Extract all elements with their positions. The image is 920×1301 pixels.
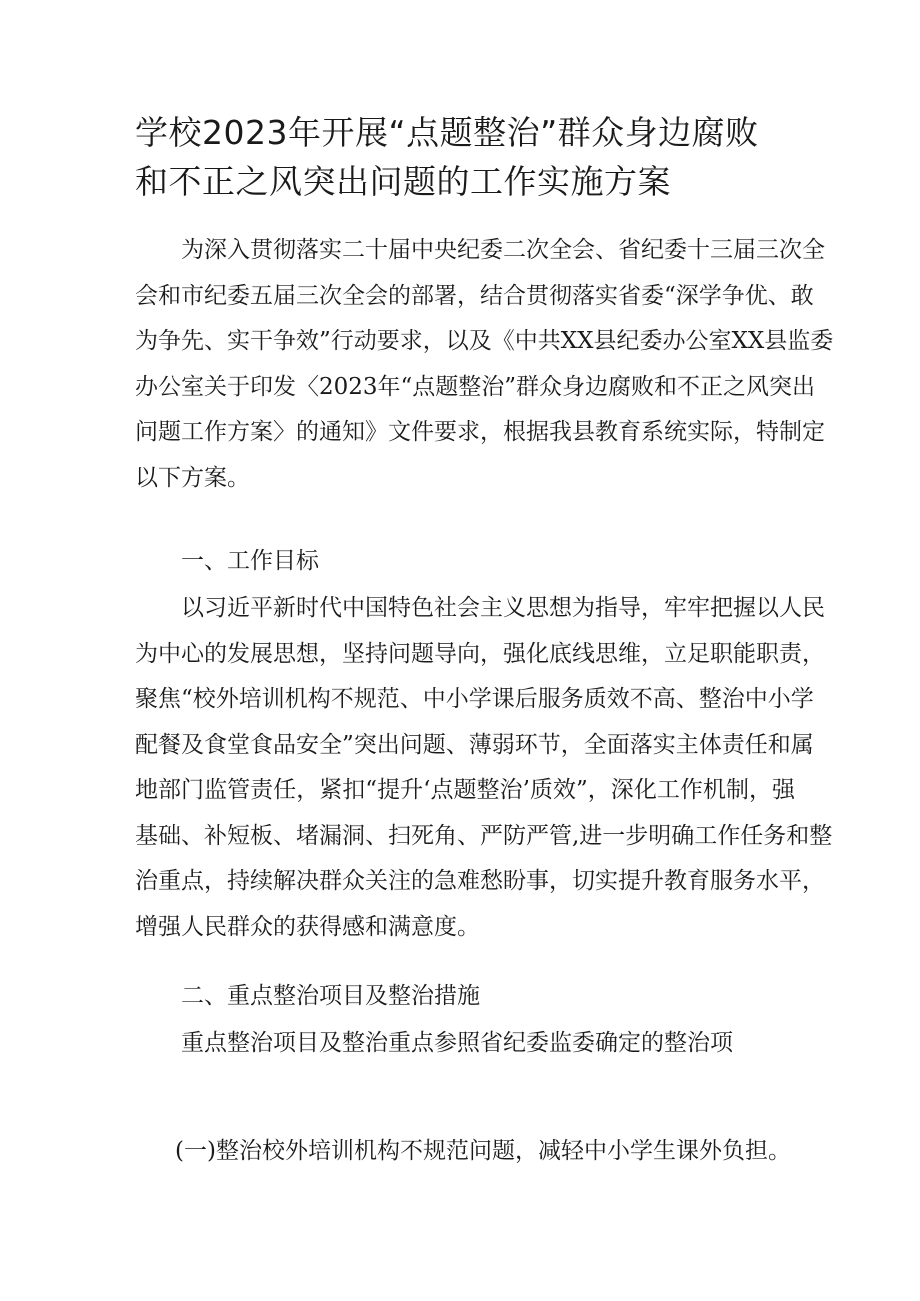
body-line: 以习近平新时代中国特色社会主义思想为指导，牢牢把握以人民 [181, 595, 825, 621]
intro-paragraph [135, 228, 834, 501]
intro-line: 为深入贯彻落实二十届中央纪委二次全会、省纪委十三届三次全 [181, 237, 825, 263]
subsection-heading-text: (一)整治校外培训机构不规范问题，减轻中小学生课外负担。 [175, 1138, 791, 1164]
body-line: 重点整治项目及整治重点参照省纪委监委确定的整治项 [181, 1030, 733, 1056]
section-2-paragraph [135, 1021, 795, 1067]
title-line-1: 学校2023年开展“点题整治”群众身边腐败 [135, 113, 759, 152]
subsection-1-heading [135, 1129, 795, 1175]
body-line: 治重点，持续解决群众关注的急难愁盼事，切实提升教育服务水平， [135, 868, 825, 894]
section-2-heading [135, 974, 795, 1020]
intro-line: 办公室关于印发〈2023年“点题整治”群众身边腐败和不正之风突出 [135, 373, 816, 400]
body-line: 为中心的发展思想，坚持问题导向，强化底线思维，立足职能职责， [135, 640, 825, 667]
body-line: 地部门监管责任，紧扣“提升‘点题整治’质效”，深化工作机制，强 [135, 777, 795, 803]
intro-line: 为争先、实干争效”行动要求，以及《中共XX县纪委办公室XX县监委 [135, 328, 834, 354]
intro-line: 以下方案。 [135, 464, 250, 491]
section-1-paragraph [135, 586, 833, 950]
body-line: 增强人民群众的获得感和满意度。 [135, 913, 480, 940]
section-heading-text: 二、重点整治项目及整治措施 [181, 983, 480, 1009]
body-line: 配餐及食堂食品安全”突出问题、薄弱环节，全面落实主体责任和属 [135, 731, 814, 758]
title-line-2: 和不正之风突出问题的工作实施方案 [135, 162, 671, 201]
intro-line: 会和市纪委五届三次全会的部署，结合贯彻落实省委“深学争优、敢 [135, 282, 814, 309]
document-title [135, 108, 795, 206]
body-line: 基础、补短板、堵漏洞、扫死角、严防严管,进一步明确工作任务和整 [135, 822, 833, 849]
section-1-heading [135, 539, 795, 585]
intro-line: 问题工作方案〉的通知》文件要求，根据我县教育系统实际，特制定 [135, 419, 825, 445]
section-heading-text: 一、工作目标 [181, 548, 319, 574]
body-line: 聚焦“校外培训机构不规范、中小学课后服务质效不高、整治中小学 [135, 686, 814, 712]
